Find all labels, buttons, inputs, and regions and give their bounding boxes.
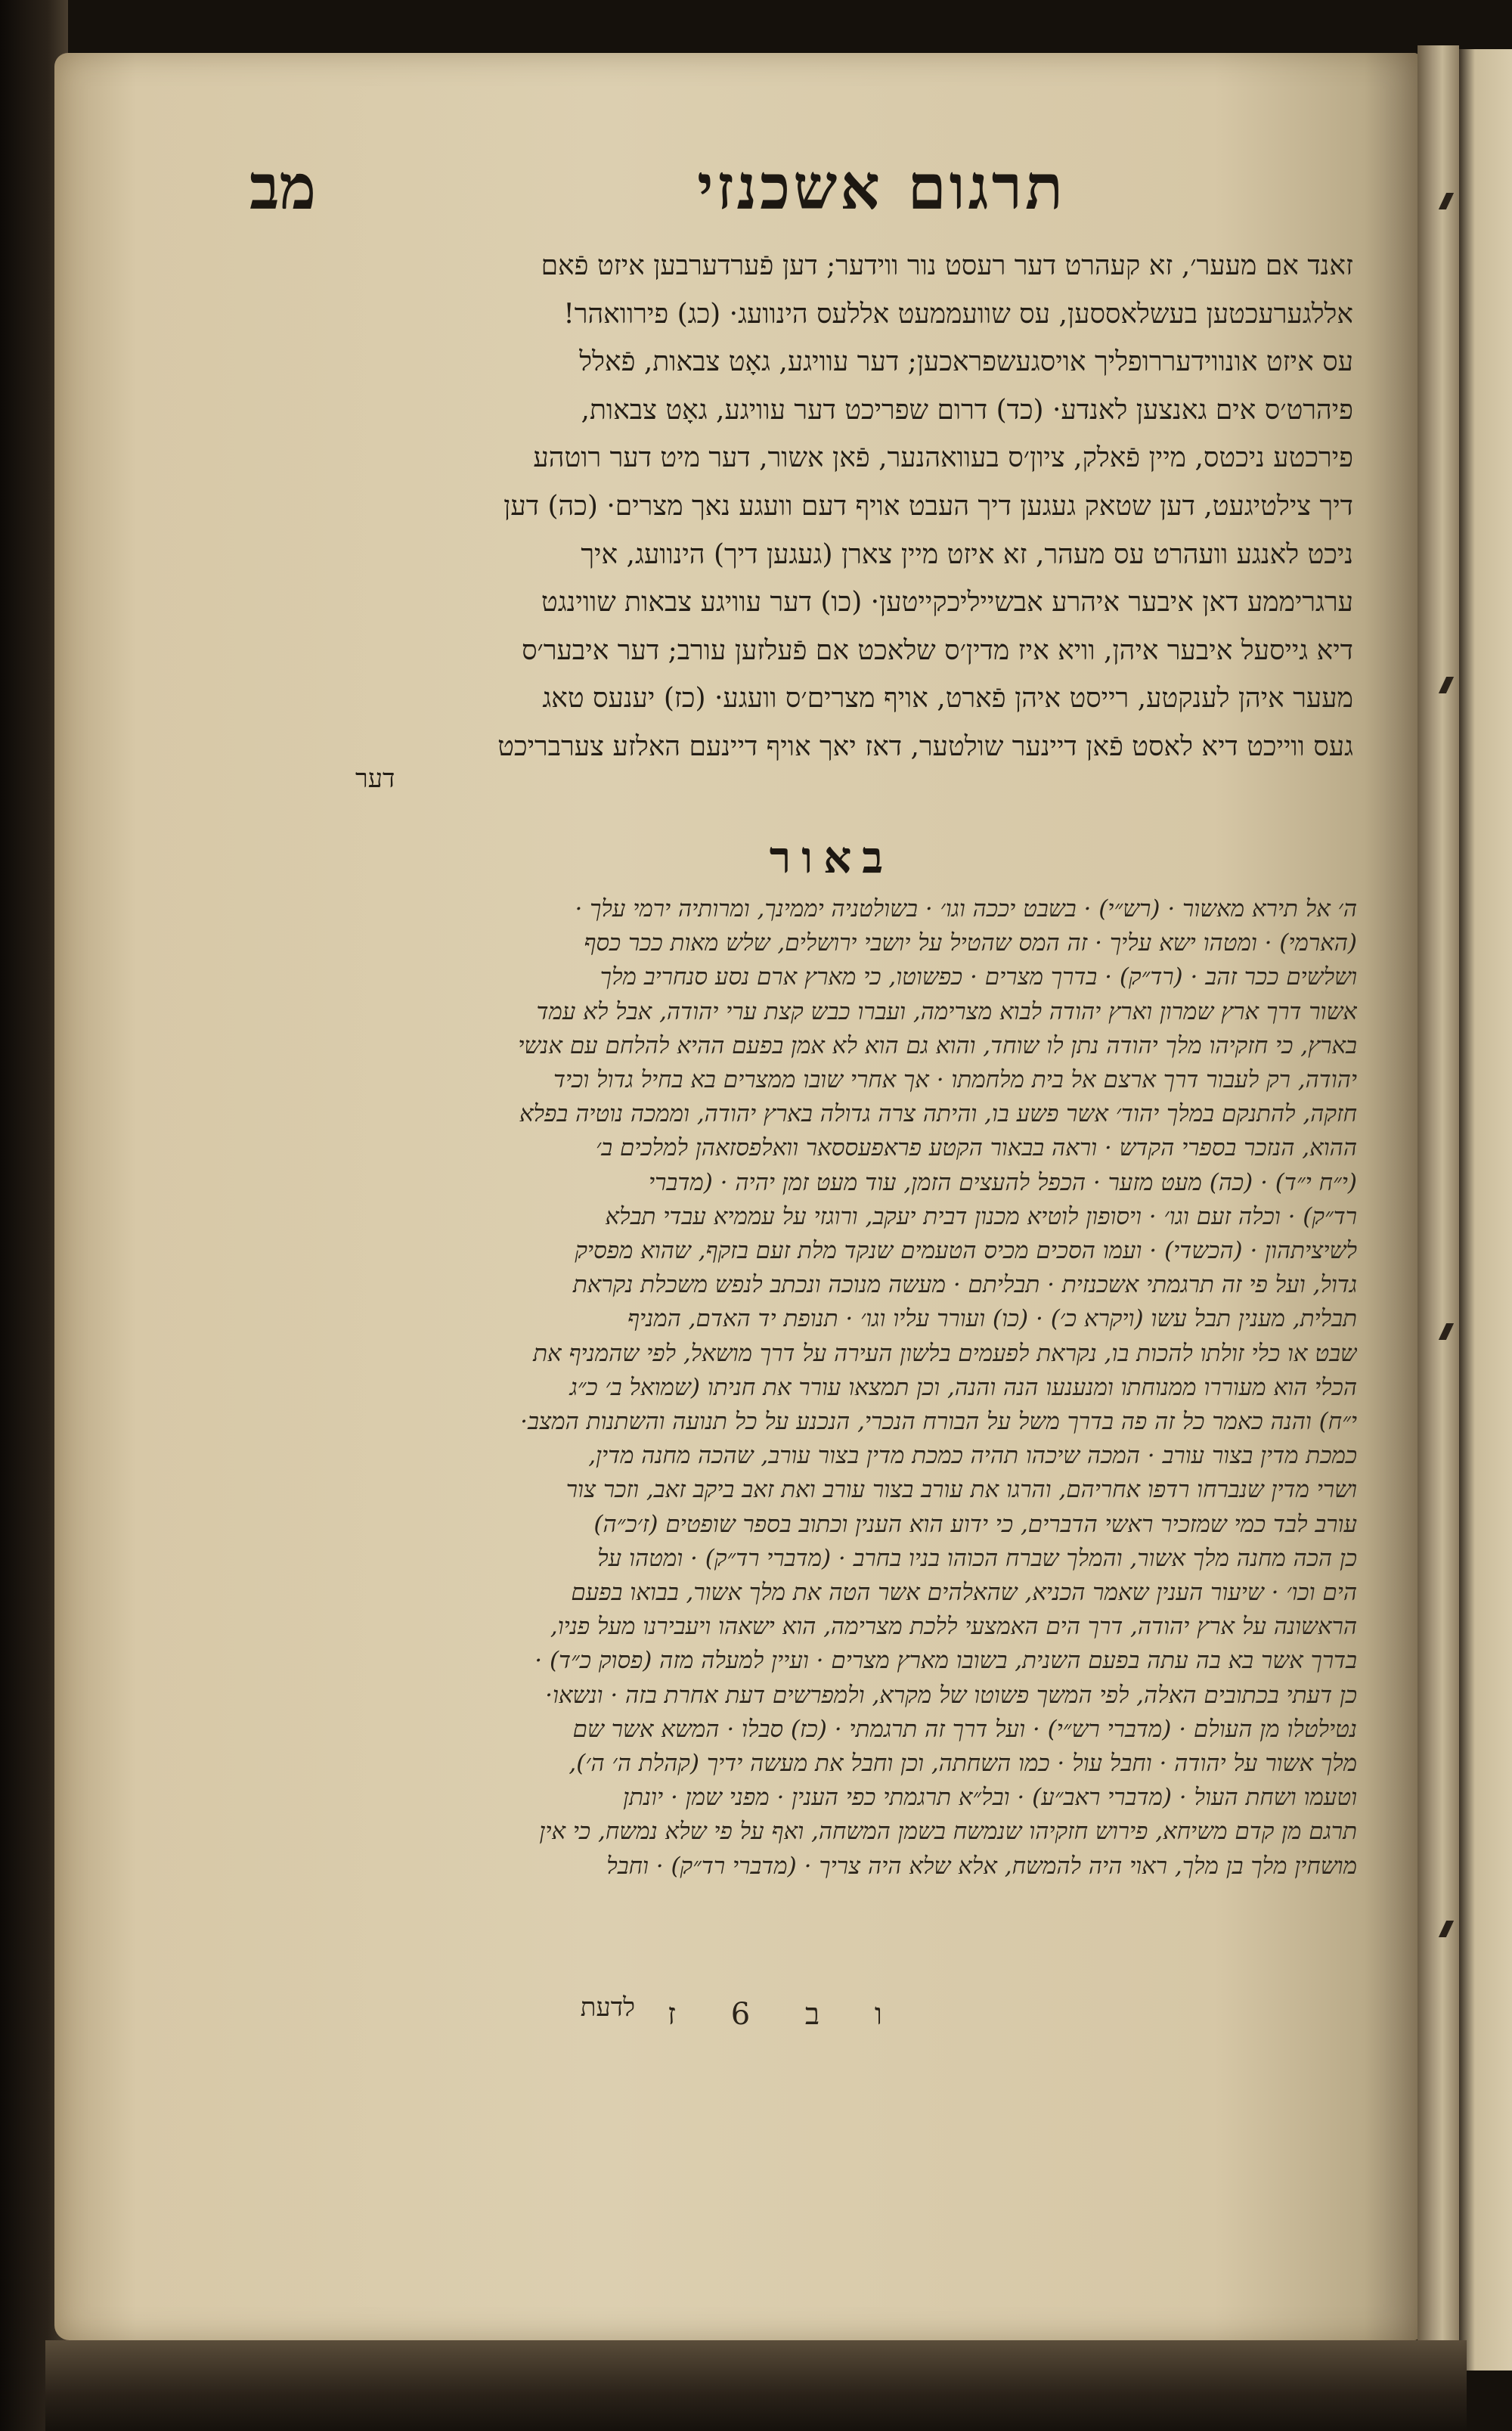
commentary-line: עורב לבד כמי שמזכיר ראשי הדברים, כי ידוע הוא הענין וכתוב בספר שופטים (ז׳כ״ה): [593, 1510, 1357, 1538]
commentary-line: ה׳ אל תירא מאשור · (רש״י) · בשבט יככה וגו׳ · בשולטניה יממינך, ומרותיה ירמי עלך ·: [575, 895, 1357, 922]
commentary-line: הכלי הוא מעוררו ממנוחתו ומנענעו הנה והנה, וכן תמצאו עורר את חניתו (שמואל ב׳ כ״ג: [569, 1373, 1357, 1401]
translation-text: [227, 242, 1353, 771]
commentary-line: מלך אשור על יהודה · וחבל עול · כמו השחתה, וכן וחבל את מעשה ידיך (קהלת ה׳ ה׳),: [569, 1750, 1357, 1778]
printer-signature: ו ב 6 ז: [667, 1997, 906, 2032]
commentary-line: חזקה, להתנקם במלך יהוד׳ אשר פשע בו, והיתה צרה גדולה בארץ יהודה, וממכה נוטיה בפלא: [519, 1100, 1357, 1128]
text-line: מעער איהן לענקטע, רייסט איהן פֿארט, אויף מצרים׳ס וועגע· (כז) יענעס טאג: [542, 683, 1353, 715]
facing-page-edge: [1459, 49, 1512, 2371]
text-line: עס איזט אונווידעררופליך אויסגעשפראכען; דער עוויגע, גאָט צבאות, פֿאלל: [579, 346, 1353, 378]
running-title: תרגום אשכנזי: [697, 151, 1066, 224]
commentary-line: שבט או כלי זולתו להכות בו, נקראת לפעמים בלשון העירה על דרך מושאל, לפי שהמניף את: [533, 1339, 1357, 1367]
continuation-word: דער: [355, 764, 395, 794]
commentary-line: בארץ, כי חזקיהו מלך יהודה נתן לו שוחד, והוא גם הוא לא אמן בפעם ההיא להלחם עם אנשי: [518, 1031, 1357, 1059]
commentary-line: י״ח) והנה כאמר כל זה פה בדרך משל על הבורח הנכרי, הנכנע על כל תנועה והשתנות המצב·: [520, 1408, 1357, 1436]
commentary-line: כמכת מדין בצור עורב · המכה שיכהו תהיה כמכת מדין בצור עורב, שהכה מחנה מדין,: [588, 1442, 1357, 1470]
commentary-line: מושחין מלך בן מלך, ראוי היה להמשח, אלא שלא היה צריך · (מדברי רד״ק) · וחבל: [606, 1852, 1357, 1880]
text-line: פירכטע ניכטס, מיין פֿאלק, ציון׳ס בעוואהנער, פֿאן אשור, דער מיט דער רוטהע: [533, 442, 1353, 474]
commentary-line: אשור דרך ארץ שמרון וארץ יהודה לבוא מצרימה, ועברו כבש קצת ערי יהודה, אבל לא עמד: [536, 997, 1357, 1025]
page-header: [249, 151, 1323, 242]
commentary-line: (י״ח י״ד) · (כה) מעט מזער · הכפל להעצים הזמן, עוד מעט זמן יהיה · (מדברי: [649, 1168, 1357, 1196]
commentary-line: וטעמו ושחת העול · (מדברי ראב״ע) · ובל״א תרגמתי כפי הענין · מפני שמן · יונתן: [623, 1784, 1357, 1812]
text-line: געס ווייכט דיא לאסט פֿאן דיינער שולטער, דאז יאך אויף דיינעם האלזע צערבריכט: [497, 730, 1353, 762]
commentary-line: (הארמי) · ומטהו ישא עליך · זה המס שהטיל על יושבי ירושלים, שלש מאות ככר כסף: [584, 929, 1357, 957]
commentary-line: לשיציתהון · (הכשדי) · ועמו הסכים מכיס הטעמים שנקד מלת זעם בזקף, שהוא מפסיק: [575, 1237, 1357, 1265]
commentary-line: כן דעתי בכתובים האלה, לפי המשך פשוטו של מקרא, ולמפרשים דעת אחרת בזה · ונשאו·: [545, 1681, 1357, 1709]
commentary-line: רד״ק) · וכלה זעם וגו׳ · ויסופון לוטיא מכנון דבית יעקב, ורוגזי על עממיא עבדי תבלא: [605, 1202, 1357, 1230]
commentary-line: הראשונה על ארץ יהודה, דרך הים האמצעי ללכת מצרימה, הוא ישאהו ויעבירנו מעל פניו,: [550, 1613, 1357, 1641]
commentary-text: [227, 892, 1357, 1884]
text-line: דיך צילטיגעט, דען שטאק געגען דיך העבט אויף דעם וועגע נאך מצרים· (כה) דען: [503, 490, 1353, 522]
text-line: פיהרט׳ס אים גאנצען לאנדע· (כד) דרום שפריכט דער עוויגע, גאָט צבאות,: [581, 394, 1353, 426]
commentary-line: בדרך אשר בא בה עתה בפעם השנית, בשובו מארץ מצרים · ועיין למעלה מזה (פסוק כ״ד) ·: [534, 1647, 1357, 1675]
book-bottom-edge: [45, 2340, 1467, 2431]
commentary-line: תרגם מן קדם משיחא, פירוש חזקיהו שנמשח בשמן המשחה, ואף על פי שלא נמשח, כי אין: [539, 1818, 1357, 1846]
commentary-line: תבלית, מענין תבל עשו (ויקרא כ׳) · (כו) ועורר עליו וגו׳ · תנופת יד האדם, המניף: [627, 1305, 1357, 1333]
text-line: ערגריממע דאן איבער איהרע אבשייליכקייטען· (כו) דער עוויגע צבאות שווינגט: [541, 587, 1353, 619]
commentary-line: יהודה, רק לעבור דרך ארצם אל בית מלחמתו · אך אחרי שובו ממצרים בא בחיל גדול וכיד: [553, 1066, 1357, 1094]
commentary-line: נטילטלו מן העולם · (מדברי רש״י) · ועל דרך זה תרגמתי · (כז) סבלו · המשא אשר שם: [572, 1715, 1357, 1743]
commentary-line: ההוא, הנזכר בספרי הקדש · וראה בבאור הקטע פראפעססאר וואלפסזאהן למלכים ב׳: [596, 1134, 1357, 1162]
commentary-line: גדול, ועל פי זה תרגמתי אשכנזית · תבליתם · מעשה מנוכה ונכתב לנפש משכלת נקראת: [572, 1271, 1357, 1299]
text-line: אללגערעכטען בעשלאססען, עס שוועממעט אללעס הינוועג· (כג) פירוואהר!: [563, 298, 1353, 330]
commentary-line: ושלשים ככר זהב · (רד״ק) · בדרך מצרים · כפשוטו, כי מארץ ארם נסע סנחריב מלך: [600, 963, 1357, 991]
commentary-line: הים וכו׳ · שיעור הענין שאמר הכניא, שהאלהים אשר הטה את מלך אשור, בבואו בפעם: [571, 1579, 1357, 1607]
commentary-heading: באור: [769, 832, 894, 883]
commentary-line: כן הכה מחנה מלך אשור, והמלך שברח הכוהו בניו בחרב · (מדברי רד״ק) · ומטהו על: [597, 1544, 1357, 1572]
text-line: דיא גייסעל איבער איהן, וויא איז מדין׳ס שלאכט אם פֿעלזען עורב; דער איבער׳ס: [522, 634, 1353, 666]
catchword: לדעת: [580, 1992, 635, 2023]
commentary-line: ושרי מדין שנברחו רדפו אחריהם, והרגו את עורב בצור עורב ואת זאב ביקב זאב, וזכר צור: [565, 1476, 1357, 1504]
text-line: ניכט לאנגע וועהרט עס מעהר, זא איזט מיין צארן (געגען דיך) הינוועג, איך: [581, 538, 1353, 570]
text-line: זאנד אם מעער׳, זא קעהרט דער רעסט נור ווידער; דען פֿערדערבען איזט פֿאם: [541, 250, 1353, 281]
page-gutter: [1418, 45, 1459, 2359]
page-number: מב: [249, 151, 317, 224]
